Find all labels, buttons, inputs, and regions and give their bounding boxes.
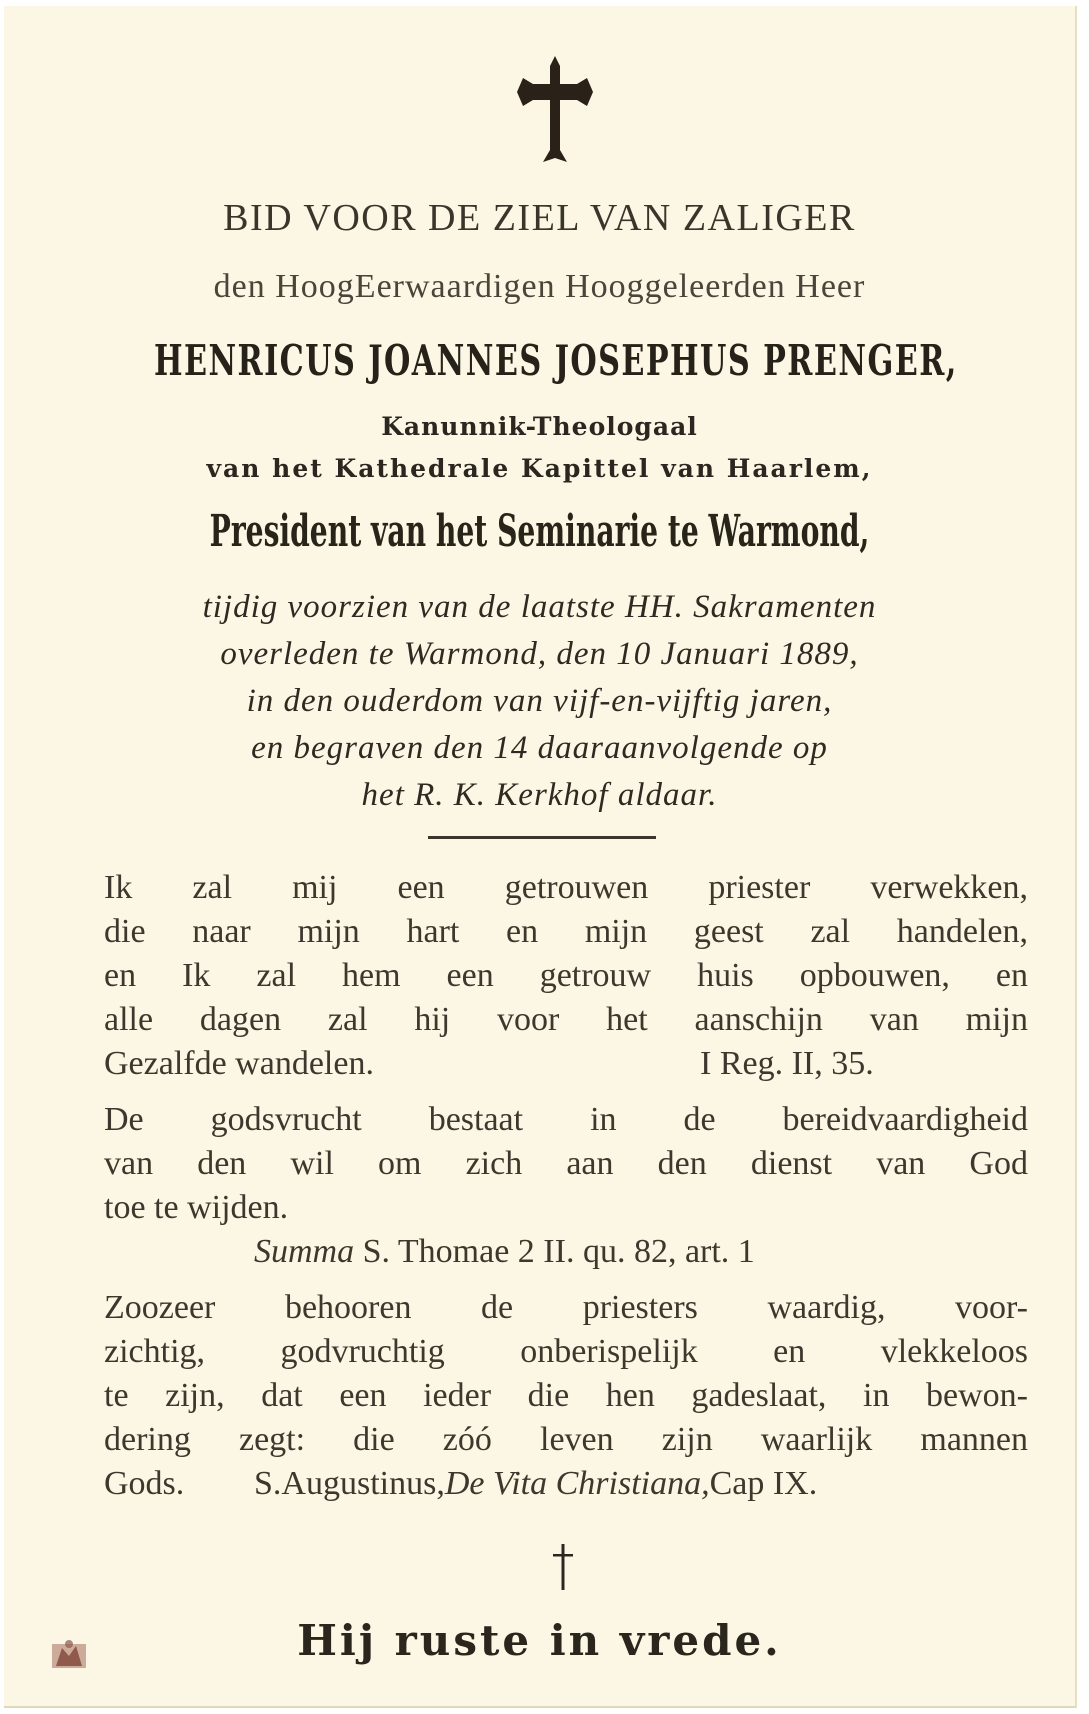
library-stamp-icon	[50, 1638, 88, 1672]
office-line: Kanunnik-Theologaal	[381, 412, 698, 441]
quote-line: dering zegt: die zóó leven zijn waarlijk mannen	[104, 1421, 1028, 1458]
quote-line: van den wil om zich aan den dienst van God	[104, 1145, 1028, 1182]
quote-source	[254, 1462, 817, 1506]
quote-text: Gezalfde wandelen.	[104, 1045, 374, 1082]
quote-text: Gods.	[104, 1465, 185, 1502]
quote-last-line	[104, 1042, 1028, 1086]
source-author: S.Augustinus,	[254, 1465, 445, 1502]
quote-line: toe te wijden.	[104, 1189, 289, 1226]
office-line: van het Kathedrale Kapittel van Haarlem,	[206, 454, 873, 483]
quote-source: I Reg. II, 35.	[700, 1045, 874, 1082]
president-line: President van het Seminarie te Warmond,	[209, 506, 870, 557]
death-notice-line: en begraven den 14 daaraanvolgende op	[251, 730, 828, 766]
source-chapter: Cap IX.	[709, 1465, 818, 1502]
quote-line: te zijn, dat een ieder die hen gadeslaat, in bewon-	[104, 1377, 1028, 1414]
honorific: den HoogEerwaardigen Hooggeleerden Heer	[213, 268, 866, 305]
quote-source	[254, 1230, 1028, 1274]
divider	[428, 836, 656, 839]
memorial-card	[4, 6, 1077, 1708]
quote-line: en Ik zal hem een getrouw huis opbouwen, en	[104, 957, 1028, 994]
quote-line: die naar mijn hart en mijn geest zal handelen,	[104, 913, 1028, 950]
death-notice-line: in den ouderdom van vijf-en-vijftig jaren,	[246, 683, 833, 719]
source-title: Summa	[254, 1233, 355, 1270]
heading: BID VOOR DE ZIEL VAN ZALIGER	[223, 197, 856, 239]
cross-icon	[551, 1542, 575, 1592]
quote-line: Zoozeer behooren de priesters waardig, voor-	[104, 1289, 1028, 1326]
death-notice-line: overleden te Warmond, den 10 Januari 1889,	[220, 636, 859, 672]
source-title: De Vita Christiana,	[444, 1465, 710, 1502]
closing-text: Hij ruste in vrede.	[297, 1616, 782, 1665]
deceased-name: HENRICUS JOANNES JOSEPHUS PRENGER,	[153, 336, 958, 385]
source-reference: S. Thomae 2 II. qu. 82, art. 1	[362, 1233, 755, 1270]
death-notice-line: tijdig voorzien van de laatste HH. Sakramenten	[202, 589, 877, 625]
quote-line: De godsvrucht bestaat in de bereidvaardigheid	[104, 1101, 1028, 1138]
quote-line: alle dagen zal hij voor het aanschijn van mijn	[104, 1001, 1028, 1038]
death-notice-line: het R. K. Kerkhof aldaar.	[361, 777, 718, 813]
quote-line: Ik zal mij een getrouwen priester verwekken,	[104, 869, 1028, 906]
quote-line: zichtig, godvruchtig onberispelijk en vlekkeloos	[104, 1333, 1028, 1370]
quote-last-line	[104, 1462, 1028, 1506]
cross-icon	[513, 54, 597, 166]
